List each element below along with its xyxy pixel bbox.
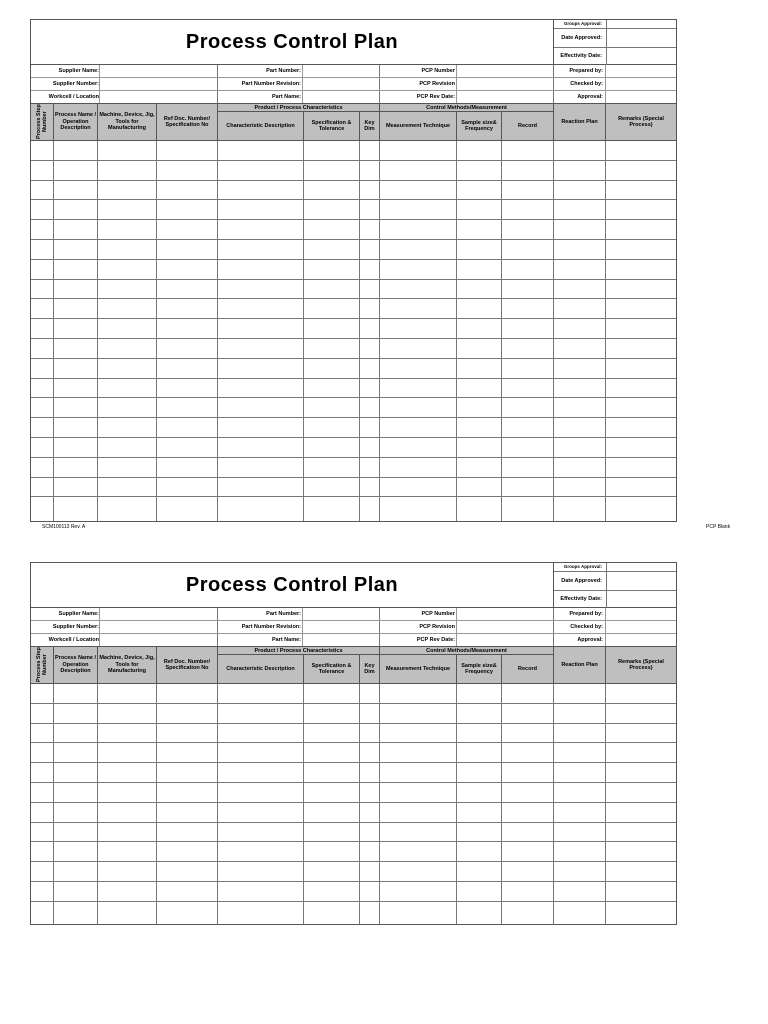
approvals-block xyxy=(553,20,676,64)
effectivity-date-field[interactable] xyxy=(606,591,677,608)
group-control-methods: Control Methods/Measurement xyxy=(379,647,553,655)
supplier-name-label: Supplier Name: xyxy=(58,611,99,617)
col-char-desc: Characteristic Description xyxy=(217,655,303,683)
col-process-step: Process Step Number xyxy=(36,104,48,140)
table-row[interactable] xyxy=(31,379,676,399)
date-approved-label: Date Approved: xyxy=(561,578,602,584)
effectivity-date-field[interactable] xyxy=(606,48,677,65)
control-plan-sheet-1 xyxy=(30,19,677,522)
table-body xyxy=(31,684,676,924)
table-row[interactable] xyxy=(31,783,676,803)
table-row[interactable] xyxy=(31,260,676,280)
col-spec: Specification & Tolerance xyxy=(303,112,359,140)
col-record: Record xyxy=(501,112,553,140)
table-row[interactable] xyxy=(31,823,676,843)
table-header xyxy=(31,104,676,141)
table-row[interactable] xyxy=(31,458,676,478)
col-machine: Machine, Device, Jig, Tools for Manufacturing xyxy=(97,104,156,140)
prepared-by-label: Prepared by: xyxy=(569,68,603,74)
table-header xyxy=(31,647,676,684)
col-process-step: Process Step Number xyxy=(36,647,48,683)
prepared-by-field[interactable] xyxy=(605,65,676,77)
workcell-location-field[interactable] xyxy=(99,634,218,646)
part-number-revision-label: Part Number Revision: xyxy=(241,624,301,630)
col-sample: Sample size& Frequency xyxy=(456,655,501,683)
table-row[interactable] xyxy=(31,803,676,823)
pcp-rev-date-field[interactable] xyxy=(456,634,554,646)
table-row[interactable] xyxy=(31,704,676,724)
workcell-location-field[interactable] xyxy=(99,91,218,103)
col-key-dim: Key Dim xyxy=(359,112,379,140)
pcp-revision-field[interactable] xyxy=(456,78,554,90)
groups-approval-label: Groups Approval: xyxy=(563,21,602,26)
table-row[interactable] xyxy=(31,220,676,240)
col-ref-doc: Ref Doc. Number/ Specification No xyxy=(156,104,217,140)
page-title: Process Control Plan xyxy=(185,31,399,53)
table-row[interactable] xyxy=(31,438,676,458)
table-row[interactable] xyxy=(31,398,676,418)
table-row[interactable] xyxy=(31,181,676,201)
supplier-number-label: Supplier Number: xyxy=(52,624,99,630)
table-row[interactable] xyxy=(31,418,676,438)
group-product-process: Product / Process Characteristics xyxy=(217,104,379,112)
col-process-name: Process Name / Operation Description xyxy=(53,104,97,140)
col-char-desc: Characteristic Description xyxy=(217,112,303,140)
part-name-label: Part Name: xyxy=(271,637,301,643)
info-block xyxy=(31,608,676,647)
checked-by-label: Checked by: xyxy=(570,624,603,630)
info-block xyxy=(31,65,676,104)
table-row[interactable] xyxy=(31,240,676,260)
checked-by-field[interactable] xyxy=(605,621,676,633)
table-row[interactable] xyxy=(31,280,676,300)
group-product-process: Product / Process Characteristics xyxy=(217,647,379,655)
pcp-rev-date-label: PCP Rev Date: xyxy=(416,637,455,643)
supplier-name-field[interactable] xyxy=(99,608,218,620)
table-row[interactable] xyxy=(31,743,676,763)
prepared-by-field[interactable] xyxy=(605,608,676,620)
part-number-label: Part Number: xyxy=(266,611,301,617)
approval-label: Approval: xyxy=(577,94,603,100)
table-row[interactable] xyxy=(31,339,676,359)
form-number: SCM100113 Rev. A xyxy=(42,524,86,530)
table-row[interactable] xyxy=(31,478,676,498)
table-body xyxy=(31,141,676,521)
table-row[interactable] xyxy=(31,359,676,379)
pcp-revision-label: PCP Revision xyxy=(419,81,455,87)
table-row[interactable] xyxy=(31,319,676,339)
col-sample: Sample size& Frequency xyxy=(456,112,501,140)
part-name-field[interactable] xyxy=(302,634,380,646)
pcp-number-field[interactable] xyxy=(456,65,554,77)
title-row xyxy=(31,563,676,608)
col-reaction: Reaction Plan xyxy=(553,647,605,683)
checked-by-field[interactable] xyxy=(605,78,676,90)
part-name-label: Part Name: xyxy=(271,94,301,100)
control-plan-sheet-2 xyxy=(30,562,677,925)
supplier-name-field[interactable] xyxy=(99,65,218,77)
part-number-field[interactable] xyxy=(302,65,380,77)
supplier-number-label: Supplier Number: xyxy=(52,81,99,87)
pcp-number-label: PCP Number xyxy=(421,68,455,74)
supplier-name-label: Supplier Name: xyxy=(58,68,99,74)
col-remarks: Remarks (Special Process) xyxy=(605,647,676,683)
part-number-revision-label: Part Number Revision: xyxy=(241,81,301,87)
table-row[interactable] xyxy=(31,862,676,882)
col-ref-doc: Ref Doc. Number/ Specification No xyxy=(156,647,217,683)
workcell-location-label: Workcell / Location xyxy=(48,637,99,643)
supplier-number-field[interactable] xyxy=(99,78,218,90)
approval-field[interactable] xyxy=(605,91,676,103)
col-meas-tech: Measurement Technique xyxy=(379,655,456,683)
part-number-field[interactable] xyxy=(302,608,380,620)
part-number-revision-field[interactable] xyxy=(302,621,380,633)
col-key-dim: Key Dim xyxy=(359,655,379,683)
table-row[interactable] xyxy=(31,141,676,161)
pcp-number-label: PCP Number xyxy=(421,611,455,617)
date-approved-field[interactable] xyxy=(606,572,677,590)
col-machine: Machine, Device, Jig, Tools for Manufacturing xyxy=(97,647,156,683)
table-row[interactable] xyxy=(31,161,676,181)
part-number-label: Part Number: xyxy=(266,68,301,74)
col-reaction: Reaction Plan xyxy=(553,104,605,140)
effectivity-date-label: Effectivity Date: xyxy=(560,53,602,59)
effectivity-date-label: Effectivity Date: xyxy=(560,596,602,602)
table-row[interactable] xyxy=(31,724,676,744)
part-name-field[interactable] xyxy=(302,91,380,103)
title-row xyxy=(31,20,676,65)
table-row[interactable] xyxy=(31,684,676,704)
approval-field[interactable] xyxy=(605,634,676,646)
supplier-number-field[interactable] xyxy=(99,621,218,633)
part-number-revision-field[interactable] xyxy=(302,78,380,90)
table-row[interactable] xyxy=(31,763,676,783)
group-control-methods: Control Methods/Measurement xyxy=(379,104,553,112)
pcp-rev-date-label: PCP Rev Date: xyxy=(416,94,455,100)
groups-approval-field[interactable] xyxy=(606,20,677,28)
approval-label: Approval: xyxy=(577,637,603,643)
table-row[interactable] xyxy=(31,497,676,517)
col-process-name: Process Name / Operation Description xyxy=(53,647,97,683)
col-spec: Specification & Tolerance xyxy=(303,655,359,683)
table-row[interactable] xyxy=(31,299,676,319)
col-meas-tech: Measurement Technique xyxy=(379,112,456,140)
prepared-by-label: Prepared by: xyxy=(569,611,603,617)
pcp-number-field[interactable] xyxy=(456,608,554,620)
col-remarks: Remarks (Special Process) xyxy=(605,104,676,140)
form-name: PCP Blank xyxy=(706,524,731,530)
groups-approval-label: Groups Approval: xyxy=(563,564,602,569)
workcell-location-label: Workcell / Location xyxy=(48,94,99,100)
table-row[interactable] xyxy=(31,882,676,902)
page-title: Process Control Plan xyxy=(185,574,399,596)
groups-approval-field[interactable] xyxy=(606,563,677,571)
date-approved-label: Date Approved: xyxy=(561,35,602,41)
table-row[interactable] xyxy=(31,842,676,862)
date-approved-field[interactable] xyxy=(606,29,677,47)
table-row[interactable] xyxy=(31,200,676,220)
pcp-rev-date-field[interactable] xyxy=(456,91,554,103)
approvals-block xyxy=(553,563,676,607)
pcp-revision-field[interactable] xyxy=(456,621,554,633)
col-record: Record xyxy=(501,655,553,683)
table-row[interactable] xyxy=(31,902,676,922)
checked-by-label: Checked by: xyxy=(570,81,603,87)
pcp-revision-label: PCP Revision xyxy=(419,624,455,630)
